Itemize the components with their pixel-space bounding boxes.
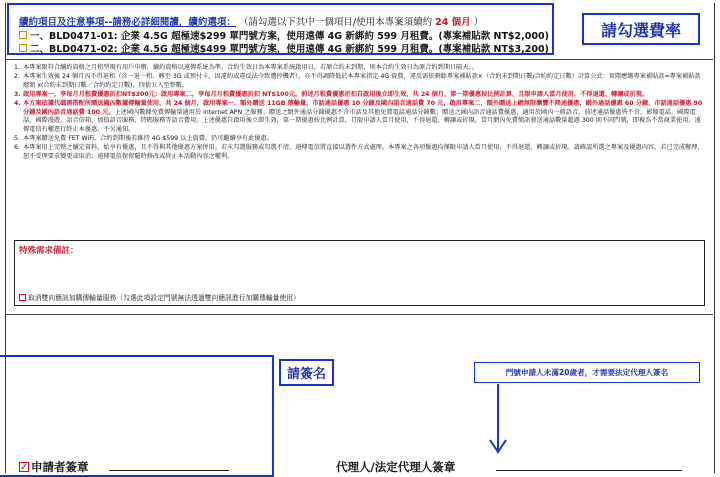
checkmark-icon: ✓ xyxy=(20,462,29,473)
option-1-label: 一、BLD0471-01: 企業 4.5G 超極速$299 單門號方案，使用遠傳 4G 新綁約 599 月租費。(專案補貼款 NT$2,000) xyxy=(30,31,549,42)
remarks-title: 特殊需求備註： xyxy=(19,246,79,256)
cancel-sms-option[interactable] xyxy=(19,292,300,302)
option-1[interactable] xyxy=(19,28,549,42)
divider-bottom xyxy=(5,314,713,315)
options-instruction-prefix: （請勾選以下其中一個項目/使用本專案須續約 xyxy=(238,17,433,28)
term-6: 6. 本專案用上完整之續定資料，始享有優惠，且不得與其他優惠方案併用。若未勾選服務或勾選不清，遠傳電信將直接以選件方式處理。本專案之各項優惠均僅限申請人當月使用，不得退還、轉讓或折現。請確認所選之專案及優惠內容，若已完成辦理，恕不受理要求變更或取消；遠傳電信保留隨時修改或終止本活動內容之權利。 xyxy=(14,144,704,161)
renewal-options-section xyxy=(7,3,554,55)
options-header xyxy=(19,14,483,28)
options-title: 續約項目及注意事項--請務必詳細閱讀，續約選項： xyxy=(19,17,236,28)
applicant-signature xyxy=(19,459,89,475)
sign-here-annotation: 請簽名 xyxy=(279,359,334,386)
option-2-checkbox[interactable] xyxy=(19,44,27,52)
term-5: 5. 本專案贈送免費 FET WiFi，合約到期後若維持 4G $599 以上資費，仍可繼續享有此優惠。 xyxy=(14,135,273,143)
term-1: 1. 本專案限符合續約資格之月租型現有用戶申辦，續約資格以遠傳系統為準。合約生效日為本專案系統啟用日，若原合約未到期，則本合約生效日為原合約到期日隔天。。 xyxy=(14,64,478,71)
contract-months: 24 個月 xyxy=(435,17,471,28)
cancel-sms-checkbox[interactable] xyxy=(19,294,26,301)
option-1-checkbox[interactable] xyxy=(19,31,27,39)
applicant-signature-label: 申請者簽章 xyxy=(31,460,89,474)
applicant-signature-line[interactable] xyxy=(109,470,229,471)
agent-signature-label: 代理人/法定代理人簽章 xyxy=(336,460,456,474)
option-2-label: 二、BLD0471-02: 企業 4.5G 超極速$499 單門號方案，使用遠傳 4G 新綁約 599 月租費。(專案補貼款 NT$3,200) xyxy=(30,44,549,55)
options-instruction-suffix: ） xyxy=(473,17,484,28)
select-rate-annotation: 請勾選費率 xyxy=(582,13,700,45)
arrow-down-icon xyxy=(486,384,510,456)
agent-signature-line[interactable] xyxy=(496,470,682,471)
option-2[interactable] xyxy=(19,41,549,55)
term-3: 3. 啟用專案一，享每月月租費優惠折扣NT$300元；啟用專案二，享每月月租費優惠折扣 NT$100元。前述月租費優惠折扣自啟用後立即生效，共 24 個月，第一期優惠按比例計算，且限申請人當月使用，不得退還、轉讓或折現。 xyxy=(14,90,649,98)
divider-top xyxy=(5,59,713,60)
term-4: 4. 本方案依據代碼需搭配所贈送國內數據傳輸量使用，共 24 個月，啟用專案一，額外贈送 11GB 傳輸量，市話通話優惠 10 分鐘及國內語音通話費 70 元，啟用專案二，額外贈送上網無限瀏覽不降速優惠，網外通話優惠 60 分鐘，市話通話優惠 90 分鐘及國內語音通話費 100 元。上述國內數據免費傳輸量適用於 internet APN 之服務；贈送之網外通話分鐘優惠不含市話及其他免費電話通話分鐘數；贈送之國內語音通話費優惠，適用於國內一般語音，前述通話優惠皆不含、影像電話、國際電話、國際漫遊、語音信箱、加值語音服務、特碼服務等語音費用。上述優惠自啟用後立即生效，第一期優惠按比例計算，且限申請人當月使用，不得退還、轉讓或折現。當月網內免費簡訊發送通話數量超過 300 則不同門號，即視為不當商業使用，遠傳電信有權逕行終止本優惠，不另通知。 xyxy=(14,99,703,134)
minor-guardian-note: 門號申請人未滿20歲者，才需要法定代理人簽名 xyxy=(474,362,700,383)
cancel-sms-label: 取消雙向簡訊加購傳輸量服務（勾選此項設定門號無法透過雙向簡訊進行加購傳輸量使用） xyxy=(28,294,300,302)
special-remarks-box[interactable] xyxy=(14,240,705,306)
term-2: 2. 本專案生效後 24 個月內不得退租（含一退一租、轉至 3G 或預付卡、因違約或違反法令致遭停機者），亦不得調降低於本專案指定 4G 資費，違反需依剩餘專案補貼款×（合約未到期日數/合約約定日數）計算公式：實際應繳專案補貼款=專案補貼款總額 x(合約未到期日數／合約約定日數)，四捨五入至整數。 xyxy=(14,72,701,89)
terms-list xyxy=(14,64,706,162)
